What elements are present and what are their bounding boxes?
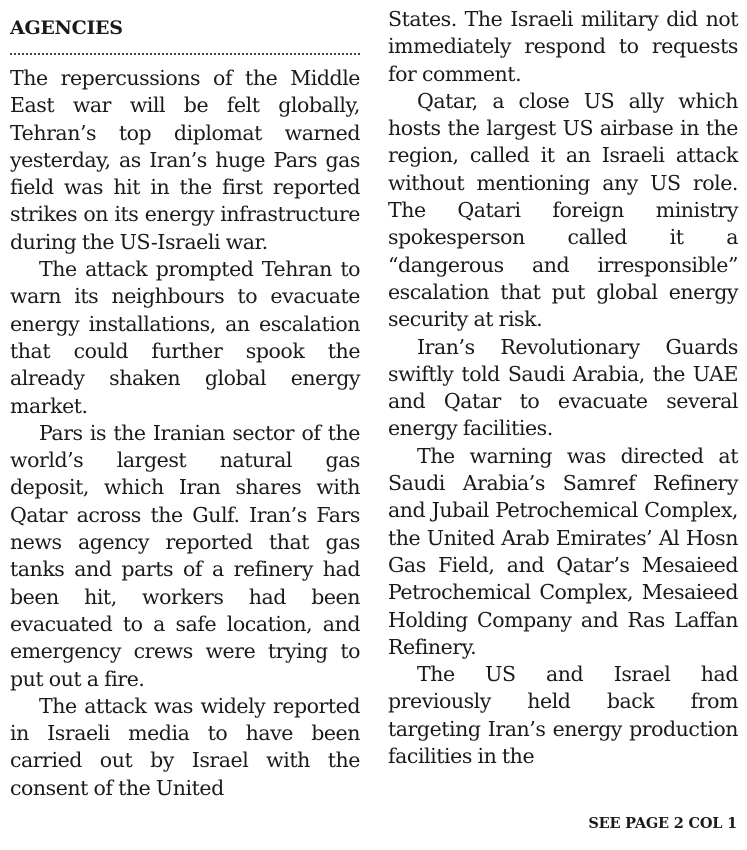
paragraph-3: Pars is the Iranian sector of the world’s largest natural gas deposit, which Iran shares with Qatar across the Gulf. Iran’s Fars news agency reported that gas tanks and parts of a refinery had been hit, workers had been evacuated to a safe location, and emergency crews were trying to put out a fire. (10, 420, 360, 691)
paragraph-8: The warning was directed at Saudi Arabia’s Samref Refinery and Jubail Petrochemical Complex, the United Arab Emirates’ Al Hosn Gas Field, and Qatar’s Mesaieed Petrochemical Complex, Mesaieed Holding Company and Ras Laffan Refinery. (388, 443, 738, 659)
paragraph-4: The attack was widely reported in Israeli media to have been carried out by Israel with the consent of the United (10, 693, 360, 800)
right-column (388, 0, 738, 770)
paragraph-5-continued: States. The Israeli military did not immediately respond to requests for comment. (388, 7, 738, 86)
paragraph-2: The attack prompted Tehran to warn its neighbours to evacuate energy installations, an escalation that could further spook the already shaken global energy market. (10, 257, 360, 418)
byline: AGENCIES (10, 17, 123, 39)
paragraph-6: Qatar, a close US ally which hosts the largest US airbase in the region, called it an Israeli attack without mentioning any US role. The Qatari foreign ministry spokesperson called it a “dangerous and irresponsible” escalation that put global energy security at risk. (388, 88, 738, 332)
continued-jump-line: SEE PAGE 2 COL 1 (588, 815, 737, 832)
dotted-divider (10, 53, 360, 55)
paragraph-9: The US and Israel had previously held back from targeting Iran’s energy production facilities in the (388, 662, 738, 769)
left-column (10, 0, 360, 802)
paragraph-7: Iran’s Revolutionary Guards swiftly told Saudi Arabia, the UAE and Qatar to evacuate several energy facilities. (388, 334, 738, 441)
paragraph-1: The repercussions of the Middle East war will be felt globally, Tehran’s top diplomat warned yesterday, as Iran’s huge Pars gas field was hit in the first reported strikes on its energy infrastructure during the US-Israeli war. (10, 66, 360, 254)
